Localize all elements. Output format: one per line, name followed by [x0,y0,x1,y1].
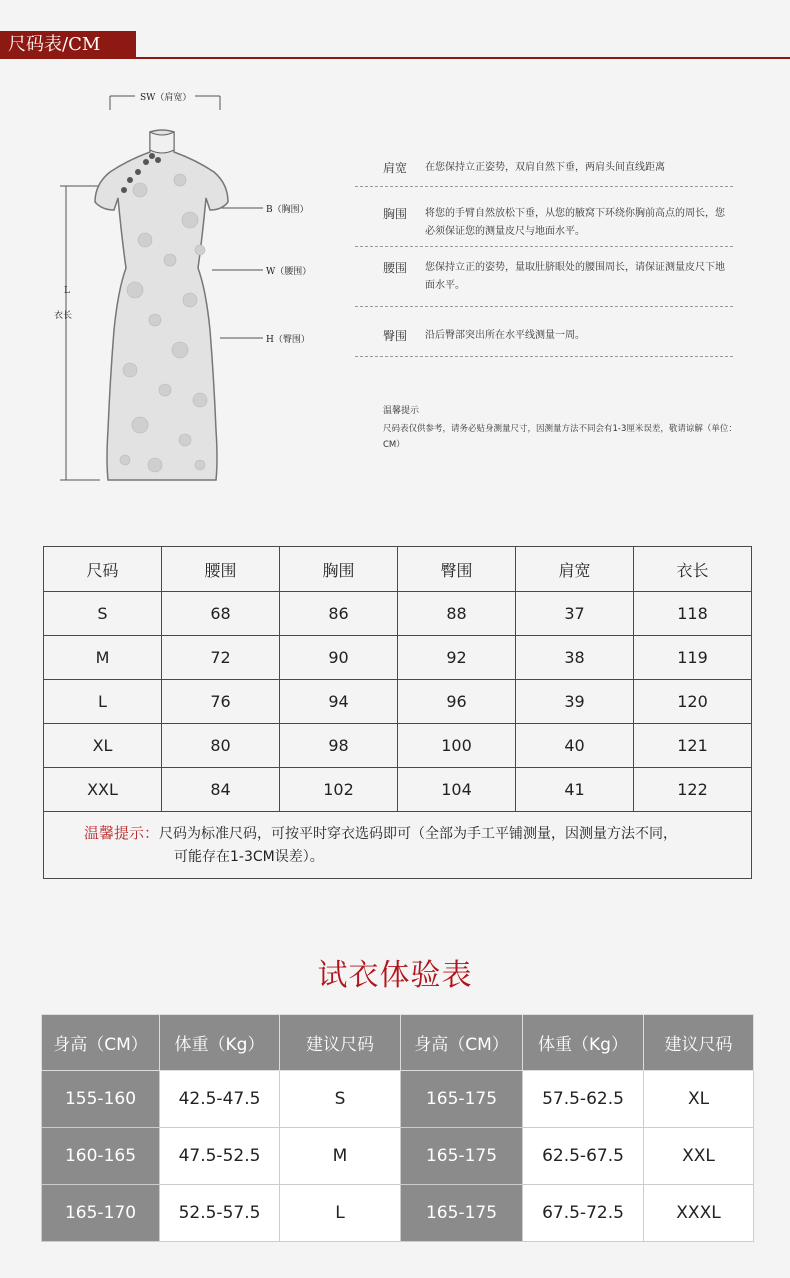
cell-height: 160-165 [42,1128,160,1185]
fitting-title: 试衣体验表 [317,958,473,993]
cell-weight: 52.5-57.5 [160,1185,280,1242]
cell-length: 121 [634,724,752,768]
cell-size: M [44,636,162,680]
dress-diagram [40,80,340,500]
header-waist: 腰围 [162,547,280,592]
table-row [44,636,752,680]
cell-height: 165-170 [42,1185,160,1242]
fitting-header-row [42,1015,754,1071]
cell-size: S [44,592,162,636]
cell-weight: 67.5-72.5 [523,1185,644,1242]
header-weight: 体重（Kg） [160,1015,280,1071]
cell-waist: 68 [162,592,280,636]
note-line-1: 尺码为标准尺码，可按平时穿衣选码即可（全部为手工平铺测量，因测量方法不同， [159,826,678,842]
table-row [44,592,752,636]
cell-bust: 94 [280,680,398,724]
instruction-term: 腰围 [383,261,408,275]
header-suggested-size: 建议尺码 [280,1015,401,1071]
header-length: 衣长 [634,547,752,592]
sw-label: SW（肩宽） [140,93,192,103]
size-chart-header-row [44,547,752,592]
table-row [44,680,752,724]
fitting-table [41,1014,754,1242]
cell-shoulder: 37 [516,592,634,636]
cell-size: XXXL [644,1185,754,1242]
cell-length: 119 [634,636,752,680]
cell-bust: 86 [280,592,398,636]
cell-hip: 92 [398,636,516,680]
cell-waist: 72 [162,636,280,680]
cell-bust: 90 [280,636,398,680]
cell-length: 122 [634,768,752,812]
table-row [42,1128,754,1185]
cell-height: 165-175 [401,1128,523,1185]
length-label: 衣长 [54,311,73,321]
cell-waist: 84 [162,768,280,812]
cell-height: 165-175 [401,1071,523,1128]
dress-illustration [40,80,340,500]
instruction-hip [355,307,733,357]
cell-size: S [280,1071,401,1128]
size-chart-title: 尺码表/CM [0,31,136,59]
table-row [42,1185,754,1242]
cell-shoulder: 41 [516,768,634,812]
instruction-term: 臀围 [383,329,408,343]
size-chart-note-row [44,812,752,879]
cell-hip: 104 [398,768,516,812]
cell-shoulder: 39 [516,680,634,724]
size-chart-table [43,546,752,879]
instruction-shoulder [355,155,733,187]
cell-waist: 76 [162,680,280,724]
header-shoulder: 肩宽 [516,547,634,592]
table-row [44,724,752,768]
bust-label: B（胸围） [266,205,309,215]
cell-size: XXL [44,768,162,812]
header-height: 身高（CM） [42,1015,160,1071]
measure-instructions [355,155,733,357]
table-row [44,768,752,812]
header-hip: 臀围 [398,547,516,592]
cell-shoulder: 38 [516,636,634,680]
length-code-label: L [64,286,70,296]
cell-weight: 57.5-62.5 [523,1071,644,1128]
cell-length: 118 [634,592,752,636]
waist-label: W（腰围） [266,267,312,277]
table-row [42,1071,754,1128]
note-label: 温馨提示： [84,824,160,842]
cell-size: XL [44,724,162,768]
tip-text: 尺码表仅供参考，请务必贴身测量尺寸，因测量方法不同会有1-3厘米误差，敬请谅解（单位：CM） [383,424,737,450]
tip-title: 温馨提示 [383,406,420,416]
instruction-term: 胸围 [383,207,408,221]
cell-shoulder: 40 [516,724,634,768]
header-suggested-size: 建议尺码 [644,1015,754,1071]
header-weight: 体重（Kg） [523,1015,644,1071]
header-size: 尺码 [44,547,162,592]
cell-bust: 98 [280,724,398,768]
instruction-desc: 在您保持立正姿势，双肩自然下垂，两肩头间直线距离 [425,162,665,173]
hip-label: H（臀围） [266,335,310,345]
instruction-desc: 将您的手臂自然放松下垂，从您的腋窝下环绕你胸前高点的周长，您必须保证您的测量皮尺与地面水平。 [425,208,725,237]
instruction-desc: 您保持立正的姿势，量取肚脐眼处的腰围周长，请保证测量皮尺下地面水平。 [425,262,725,291]
cell-weight: 42.5-47.5 [160,1071,280,1128]
cell-hip: 100 [398,724,516,768]
note-line-2: 可能存在1-3CM误差）。 [174,849,324,865]
header-height: 身高（CM） [401,1015,523,1071]
cell-size: XXL [644,1128,754,1185]
cell-weight: 62.5-67.5 [523,1128,644,1185]
instruction-bust [355,187,733,247]
instruction-waist [355,247,733,307]
cell-size: L [44,680,162,724]
cell-waist: 80 [162,724,280,768]
header-bust: 胸围 [280,547,398,592]
cell-height: 155-160 [42,1071,160,1128]
cell-height: 165-175 [401,1185,523,1242]
cell-weight: 47.5-52.5 [160,1128,280,1185]
instruction-term: 肩宽 [383,161,408,175]
cell-hip: 88 [398,592,516,636]
instruction-desc: 沿后臀部突出所在水平线测量一周。 [425,330,585,341]
size-chart-note [44,812,752,879]
cell-hip: 96 [398,680,516,724]
cell-size: M [280,1128,401,1185]
cell-length: 120 [634,680,752,724]
cell-size: XL [644,1071,754,1128]
cell-size: L [280,1185,401,1242]
cell-bust: 102 [280,768,398,812]
